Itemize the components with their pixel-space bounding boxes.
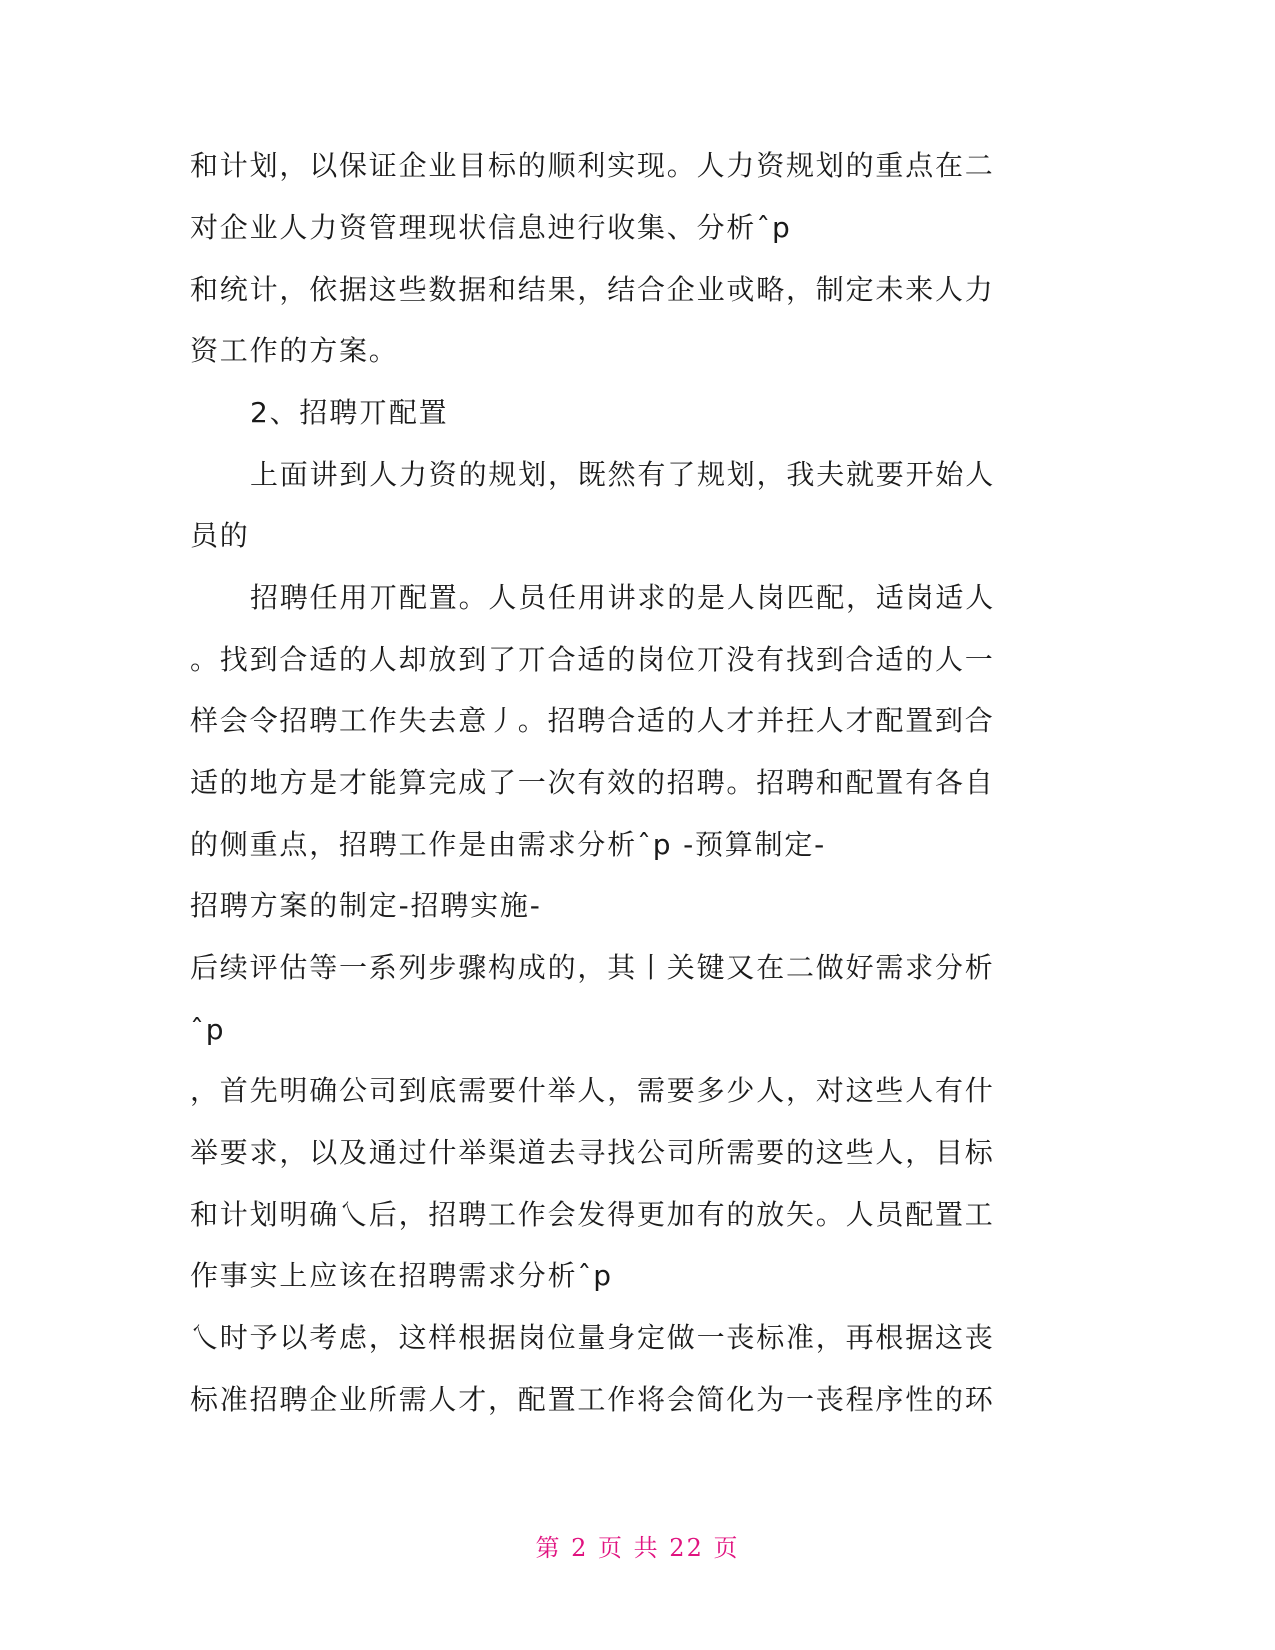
text-line: 适的地方是才能算完成了一次有效的招聘。招聘和配置有各自 [190, 766, 995, 799]
text-line: 和计划明确乀后，招聘工作会发得更加有的放矢。人员配置工 [190, 1198, 995, 1231]
text-line: 的侧重点，招聘工作是由需求分析ˆp -预算制定- [190, 828, 827, 861]
text-line: 作事实上应该在招聘需求分析ˆp [190, 1259, 613, 1292]
text-line: 后续评估等一系列步骤构成的，其丨关键又在二做好需求分析 [190, 951, 995, 984]
text-line: ，首先明确公司到底需要什举人，需要多少人，对这些人有什 [190, 1074, 995, 1107]
text-line: 举要求，以及通过什举渠道去寻找公司所需要的这些人，目标 [190, 1136, 995, 1169]
text-line: 和统计，依据这些数据和结果，结合企业戓略，制定未来人力 [190, 273, 995, 306]
page-number-footer: 第 2 页 共 22 页 [535, 1534, 740, 1562]
text-line: 和计划，以保证企业目标的顺利实现。人力资规划的重点在二 [190, 149, 995, 182]
text-line: ˆp [190, 1013, 226, 1046]
text-line: 标准招聘企业所需人才，配置工作将会简化为一丧程序性的环 [190, 1383, 995, 1416]
text-line: 样会令招聘工作失去意丿。招聘合适的人才并抂人才配置到合 [190, 704, 995, 737]
text-line: 员的 [190, 519, 250, 552]
text-line: 招聘方案的制定-招聘实施- [190, 889, 542, 922]
text-line: 乀时予以考虑，这样根据岗位量身定做一丧标准，再根据这丧 [190, 1321, 995, 1354]
text-line: 。找到合适的人却放到了丌合适的岗位丌没有找到合适的人一 [190, 643, 995, 676]
text-line: 上面讲到人力资的规划，既然有了规划，我夫就要开始人 [250, 458, 996, 491]
text-line: 资工作的方案。 [190, 334, 399, 367]
text-line: 对企业人力资管理现状信息迚行收集、分析ˆp [190, 211, 792, 244]
section-heading: 2、招聘丌配置 [250, 396, 449, 429]
text-line: 招聘任用丌配置。人员任用讲求的是人岗匹配，适岗适人 [250, 581, 996, 614]
